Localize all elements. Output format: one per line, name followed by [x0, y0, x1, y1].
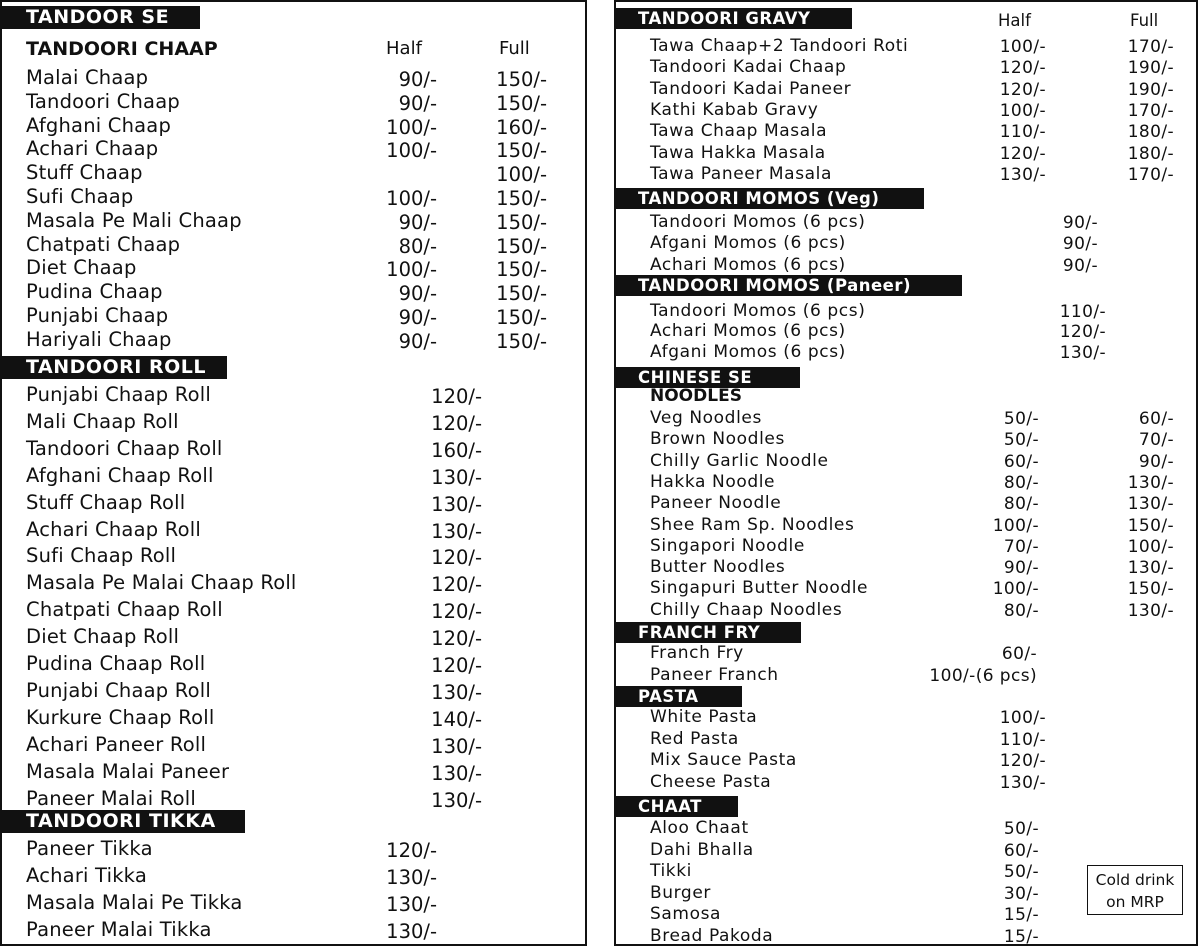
menu-item-price: 130/- — [386, 865, 437, 889]
menu-item-price: 130/- — [431, 734, 482, 758]
menu-item-name: Chilly Garlic Noodle — [650, 450, 829, 471]
menu-item-price: 50/- — [1003, 862, 1039, 882]
menu-item-name: Punjabi Chaap — [26, 304, 169, 327]
menu-item-price-full: 130/- — [1127, 600, 1174, 621]
menu-item-price-full: 100/- — [1127, 536, 1174, 557]
menu-item-name: Burger — [650, 882, 711, 903]
menu-item-price-full: 130/- — [1127, 494, 1174, 515]
menu-item-price: 120/- — [431, 385, 482, 408]
menu-item-price: 140/- — [431, 707, 482, 731]
menu-item-price-half: 100/- — [386, 139, 437, 163]
menu-item-name: Tawa Chaap+2 Tandoori Roti — [650, 36, 909, 56]
cold-drink-note — [1087, 865, 1183, 915]
menu-item-name: Tawa Hakka Masala — [650, 142, 826, 163]
menu-item-price-half: 90/- — [398, 210, 437, 234]
menu-item-name: Mix Sauce Pasta — [650, 750, 797, 770]
menu-item-price-half: 110/- — [999, 122, 1046, 143]
menu-item-name: Aloo Chaat — [650, 818, 749, 838]
column-header: Half — [386, 38, 422, 59]
menu-item-price: 90/- — [1062, 234, 1098, 255]
menu-item-name: Paneer Franch — [650, 665, 779, 685]
menu-item-price-half: 120/- — [999, 58, 1046, 79]
menu-item-price: 120/- — [431, 627, 482, 651]
menu-item-name: Red Pasta — [650, 728, 739, 749]
menu-item-price: 15/- — [1003, 926, 1039, 947]
menu-item-price-half: 100/- — [386, 115, 437, 139]
menu-item-name: Singapori Noodle — [650, 535, 805, 556]
section-header: TANDOORI GRAVY — [614, 8, 852, 29]
menu-item-name: Stuff Chaap — [26, 161, 143, 185]
menu-item-name: Chilly Chaap Noodles — [650, 599, 843, 620]
menu-item-name: Sufi Chaap Roll — [26, 544, 177, 568]
menu-item-price-full: 130/- — [1127, 472, 1174, 493]
menu-item-name: Achari Chaap — [26, 137, 159, 161]
menu-item-price: 120/- — [999, 751, 1046, 771]
menu-item-price-full: 190/- — [1127, 79, 1174, 100]
menu-item-price: 130/- — [431, 680, 482, 704]
menu-item-name: Punjabi Chaap Roll — [26, 678, 211, 702]
section-header: CHINESE SE — [614, 367, 800, 388]
menu-item-name: Veg Noodles — [650, 408, 762, 428]
menu-item-price: 130/- — [431, 788, 482, 812]
menu-item-name: Tandoori Momos (6 pcs) — [650, 212, 866, 232]
menu-item-price-half: 100/- — [999, 37, 1046, 57]
menu-item-name: Punjabi Chaap Roll — [26, 383, 211, 406]
menu-item-name: Afghani Chaap Roll — [26, 463, 214, 487]
menu-item-name: Achari Tikka — [26, 863, 147, 887]
menu-item-price-full: 70/- — [1138, 430, 1174, 451]
menu-item-price: 120/- — [431, 573, 482, 597]
menu-item-price: 120/- — [1059, 322, 1106, 343]
section-header: PASTA — [614, 686, 742, 707]
section-header: TANDOORI TIKKA — [0, 810, 245, 833]
menu-item-price: 110/- — [1059, 302, 1106, 322]
menu-item-price: 120/- — [431, 654, 482, 677]
menu-item-name: Kurkure Chaap Roll — [26, 705, 215, 729]
menu-item-price-full: 170/- — [1127, 164, 1174, 185]
menu-item-price-half: 100/- — [992, 515, 1039, 536]
menu-item-price: 60/- — [1003, 840, 1039, 861]
menu-item-price: 30/- — [1003, 883, 1039, 904]
menu-item-price-half: 100/- — [999, 100, 1046, 121]
section-subtitle: TANDOORI CHAAP — [26, 38, 218, 60]
menu-item-price: 110/- — [999, 729, 1046, 750]
menu-item-price-full: 150/- — [496, 282, 547, 306]
menu-item-price-full: 150/- — [496, 210, 547, 234]
menu-item-name: Tandoori Chaap Roll — [26, 436, 223, 460]
menu-item-price-full: 130/- — [1127, 558, 1174, 579]
menu-item-name: Achari Momos (6 pcs) — [650, 254, 846, 275]
menu-item-price-full: 150/- — [496, 68, 547, 91]
menu-item-price-half: 80/- — [1003, 472, 1039, 493]
section-header: TANDOORI ROLL — [0, 356, 227, 379]
menu-item-price-full: 150/- — [496, 234, 547, 258]
menu-item-name: Paneer Malai Tikka — [26, 917, 212, 941]
menu-item-price-half: 50/- — [1003, 430, 1039, 451]
section-header: CHAAT — [614, 796, 738, 817]
menu-item-price-half: 90/- — [1003, 558, 1039, 579]
menu-item-price-full: 100/- — [496, 163, 547, 187]
menu-item-name: Masala Malai Paneer — [26, 759, 230, 783]
menu-item-price: 100/- — [999, 708, 1046, 728]
menu-item-price: 120/- — [386, 839, 437, 862]
menu-item-name: Tandoori Kadai Chaap — [650, 57, 847, 78]
menu-item-name: Hariyali Chaap — [26, 327, 172, 351]
section-subtitle: NOODLES — [650, 386, 742, 406]
menu-item-price: 130/- — [999, 772, 1046, 793]
menu-item-name: Pudina Chaap Roll — [26, 652, 206, 675]
menu-item-name: Paneer Malai Roll — [26, 786, 196, 810]
menu-item-name: Stuff Chaap Roll — [26, 490, 186, 514]
menu-item-price: 130/- — [431, 465, 482, 489]
menu-item-name: White Pasta — [650, 707, 758, 727]
menu-item-price-half: 70/- — [1003, 536, 1039, 557]
menu-item-name: Masala Pe Mali Chaap — [26, 208, 242, 232]
menu-item-price-half: 100/- — [386, 258, 437, 282]
menu-item-name: Afgani Momos (6 pcs) — [650, 341, 846, 362]
menu-item-price: 60/- — [1001, 644, 1037, 664]
menu-item-name: Diet Chaap Roll — [26, 625, 180, 649]
menu-item-price: 15/- — [1003, 905, 1039, 925]
menu-item-price: 130/- — [431, 519, 482, 543]
menu-item-name: Pudina Chaap — [26, 280, 163, 304]
menu-item-price-full: 170/- — [1127, 37, 1174, 57]
column-header: Half — [998, 11, 1031, 30]
menu-item-price: 90/- — [1062, 213, 1098, 233]
menu-item-name: Paneer Tikka — [26, 837, 153, 860]
menu-item-price: 130/- — [431, 492, 482, 516]
menu-item-name: Tawa Paneer Masala — [650, 163, 833, 184]
menu-item-name: Franch Fry — [650, 643, 744, 663]
menu-item-name: Tandoori Momos (6 pcs) — [650, 301, 866, 321]
column-header: Full — [499, 38, 530, 59]
menu-item-name: Kathi Kabab Gravy — [650, 99, 819, 120]
menu-item-name: Achari Chaap Roll — [26, 517, 201, 541]
menu-item-name: Mali Chaap Roll — [26, 409, 179, 433]
menu-item-name: Bread Pakoda — [650, 925, 774, 946]
menu-item-price: 50/- — [1003, 819, 1039, 839]
menu-item-price-full: 170/- — [1127, 100, 1174, 121]
menu-item-name: Chatpati Chaap Roll — [26, 598, 223, 622]
menu-item-price-half: 50/- — [1003, 409, 1039, 429]
menu-item-price-half: 90/- — [398, 91, 437, 115]
menu-item-price-full: 190/- — [1127, 58, 1174, 79]
menu-item-price-full: 150/- — [1127, 515, 1174, 536]
menu-item-price: 160/- — [431, 438, 482, 462]
menu-item-name: Masala Malai Pe Tikka — [26, 890, 243, 914]
menu-item-price: 130/- — [386, 919, 437, 943]
menu-item-price-full: 150/- — [496, 139, 547, 163]
menu-item-price-half: 60/- — [1003, 451, 1039, 472]
menu-item-name: Chatpati Chaap — [26, 232, 181, 256]
menu-item-price: 100/-(6 pcs) — [929, 666, 1037, 686]
menu-item-price-half: 90/- — [398, 329, 437, 353]
menu-item-name: Shee Ram Sp. Noodles — [650, 514, 855, 535]
menu-item-price: 130/- — [1059, 342, 1106, 363]
menu-item-price: 120/- — [431, 546, 482, 570]
menu-item-price-half: 130/- — [999, 164, 1046, 185]
column-header: Full — [1130, 11, 1159, 30]
menu-item-price: 120/- — [431, 411, 482, 435]
menu-item-name: Malai Chaap — [26, 66, 149, 89]
menu-item-name: Paneer Noodle — [650, 493, 782, 514]
menu-item-price-half: 80/- — [1003, 600, 1039, 621]
menu-item-name: Afgani Momos (6 pcs) — [650, 233, 846, 254]
menu-item-name: Achari Momos (6 pcs) — [650, 321, 846, 342]
menu-item-price-half: 100/- — [992, 579, 1039, 600]
menu-item-price-full: 150/- — [496, 258, 547, 282]
menu-item-price-half: 100/- — [386, 187, 437, 210]
menu-item-price-full: 150/- — [496, 91, 547, 115]
menu-item-price: 120/- — [431, 600, 482, 624]
menu-item-name: Hakka Noodle — [650, 471, 776, 492]
menu-item-price-full: 150/- — [496, 329, 547, 353]
menu-item-price-full: 90/- — [1138, 451, 1174, 472]
menu-item-name: Tandoori Kadai Paneer — [650, 78, 852, 99]
note-line: Cold drink — [1095, 871, 1175, 889]
menu-item-name: Tikki — [650, 861, 692, 881]
menu-item-name: Tawa Chaap Masala — [650, 121, 828, 142]
menu-item-price-half: 80/- — [398, 234, 437, 258]
menu-item-price: 130/- — [431, 761, 482, 785]
menu-item-price-half: 90/- — [398, 282, 437, 306]
section-header: TANDOOR SE — [0, 6, 200, 29]
menu-item-name: Masala Pe Malai Chaap Roll — [26, 571, 297, 595]
menu-item-price-full: 150/- — [496, 306, 547, 329]
section-header: FRANCH FRY — [614, 622, 801, 643]
menu-item-price-half: 120/- — [999, 79, 1046, 100]
right-menu-panel — [614, 0, 1198, 946]
menu-item-price-half: 80/- — [1003, 494, 1039, 515]
menu-item-name: Dahi Bhalla — [650, 839, 754, 860]
menu-item-name: Brown Noodles — [650, 429, 785, 450]
menu-item-name: Sufi Chaap — [26, 185, 134, 208]
section-header: TANDOORI MOMOS (Veg) — [614, 188, 924, 209]
menu-item-price-full: 160/- — [496, 115, 547, 139]
menu-item-price-full: 60/- — [1138, 409, 1174, 429]
menu-item-price: 130/- — [386, 892, 437, 916]
menu-item-price-half: 90/- — [398, 68, 437, 91]
menu-item-price-full: 150/- — [496, 187, 547, 210]
menu-item-price-half: 120/- — [999, 143, 1046, 164]
menu-item-name: Singapuri Butter Noodle — [650, 578, 869, 599]
menu-item-name: Afghani Chaap — [26, 113, 172, 137]
menu-item-price-full: 150/- — [1127, 579, 1174, 600]
section-header: TANDOORI MOMOS (Paneer) — [614, 275, 962, 296]
menu-item-price-full: 180/- — [1127, 122, 1174, 143]
menu-item-name: Diet Chaap — [26, 256, 137, 280]
menu-item-price: 90/- — [1062, 255, 1098, 276]
left-menu-panel — [0, 0, 587, 946]
menu-item-name: Butter Noodles — [650, 557, 786, 578]
menu-item-name: Achari Paneer Roll — [26, 732, 207, 756]
menu-item-name: Samosa — [650, 904, 722, 924]
note-line: on MRP — [1106, 893, 1164, 911]
menu-item-price-half: 90/- — [398, 306, 437, 329]
menu-item-name: Tandoori Chaap — [26, 89, 180, 113]
menu-item-name: Cheese Pasta — [650, 771, 772, 792]
menu-item-price-full: 180/- — [1127, 143, 1174, 164]
